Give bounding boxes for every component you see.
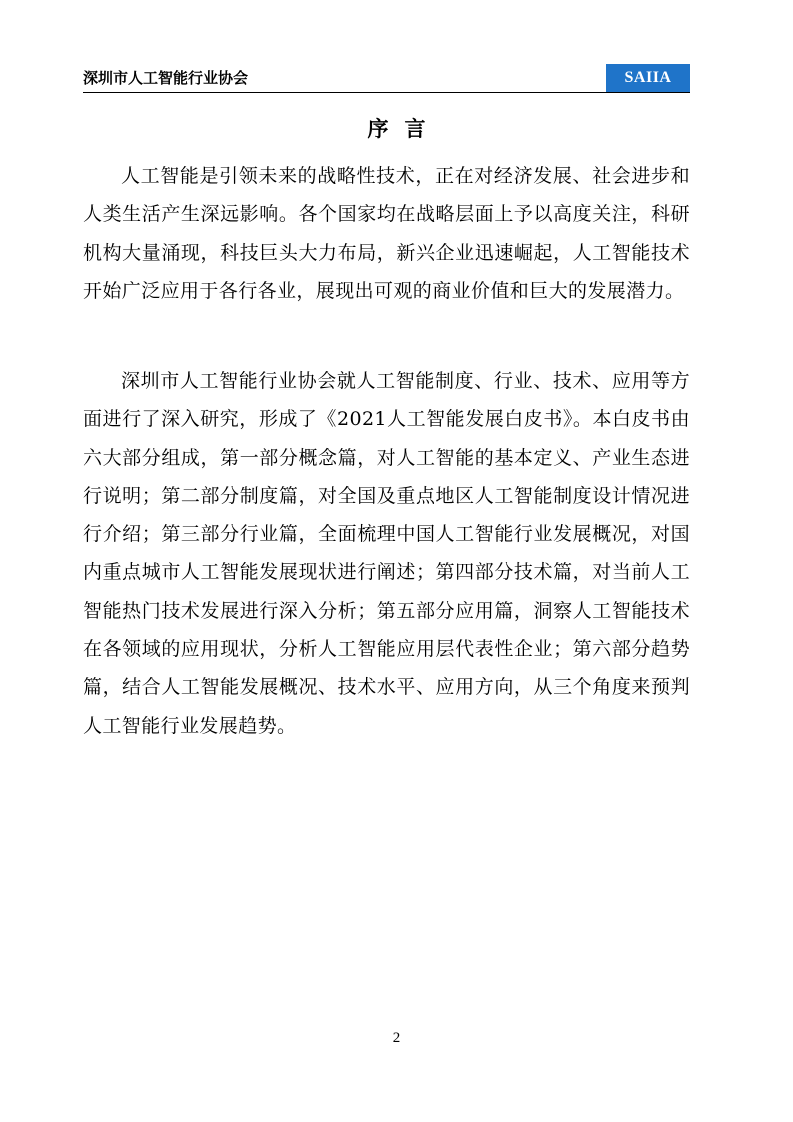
- page-header: [83, 64, 690, 93]
- header-badge: SAIIA: [606, 64, 690, 92]
- page-number: 2: [392, 1030, 401, 1046]
- body-paragraph-2-block: [83, 362, 690, 745]
- section-heading: 序言: [367, 117, 442, 141]
- body-paragraph: 人工智能是引领未来的战略性技术，正在对经济发展、社会进步和人类生活产生深远影响。各个国家均在战略层面上予以高度关注，科研机构大量涌现，科技巨头大力布局，新兴企业迅速崛起，人工智能技术开始广泛应用于各行各业，展现出可观的商业价值和巨大的发展潜力。: [83, 165, 690, 302]
- header-title: 深圳市人工智能行业协会: [83, 69, 249, 87]
- header-rule: [83, 92, 690, 93]
- body-paragraph-1-block: [83, 157, 690, 310]
- body-paragraph: 深圳市人工智能行业协会就人工智能制度、行业、技术、应用等方面进行了深入研究，形成了《2021人工智能发展白皮书》。本白皮书由六大部分组成，第一部分概念篇，对人工智能的基本定义、产业生态进行说明；第二部分制度篇，对全国及重点地区人工智能制度设计情况进行介绍；第三部分行业篇，全面梳理中国人工智能行业发展概况，对国内重点城市人工智能发展现状进行阐述；第四部分技术篇，对当前人工智能热门技术发展进行深入分析；第五部分应用篇，洞察人工智能技术在各领域的应用现状，分析人工智能应用层代表性企业；第六部分趋势篇，结合人工智能发展概况、技术水平、应用方向，从三个角度来预判人工智能行业发展趋势。: [83, 370, 690, 737]
